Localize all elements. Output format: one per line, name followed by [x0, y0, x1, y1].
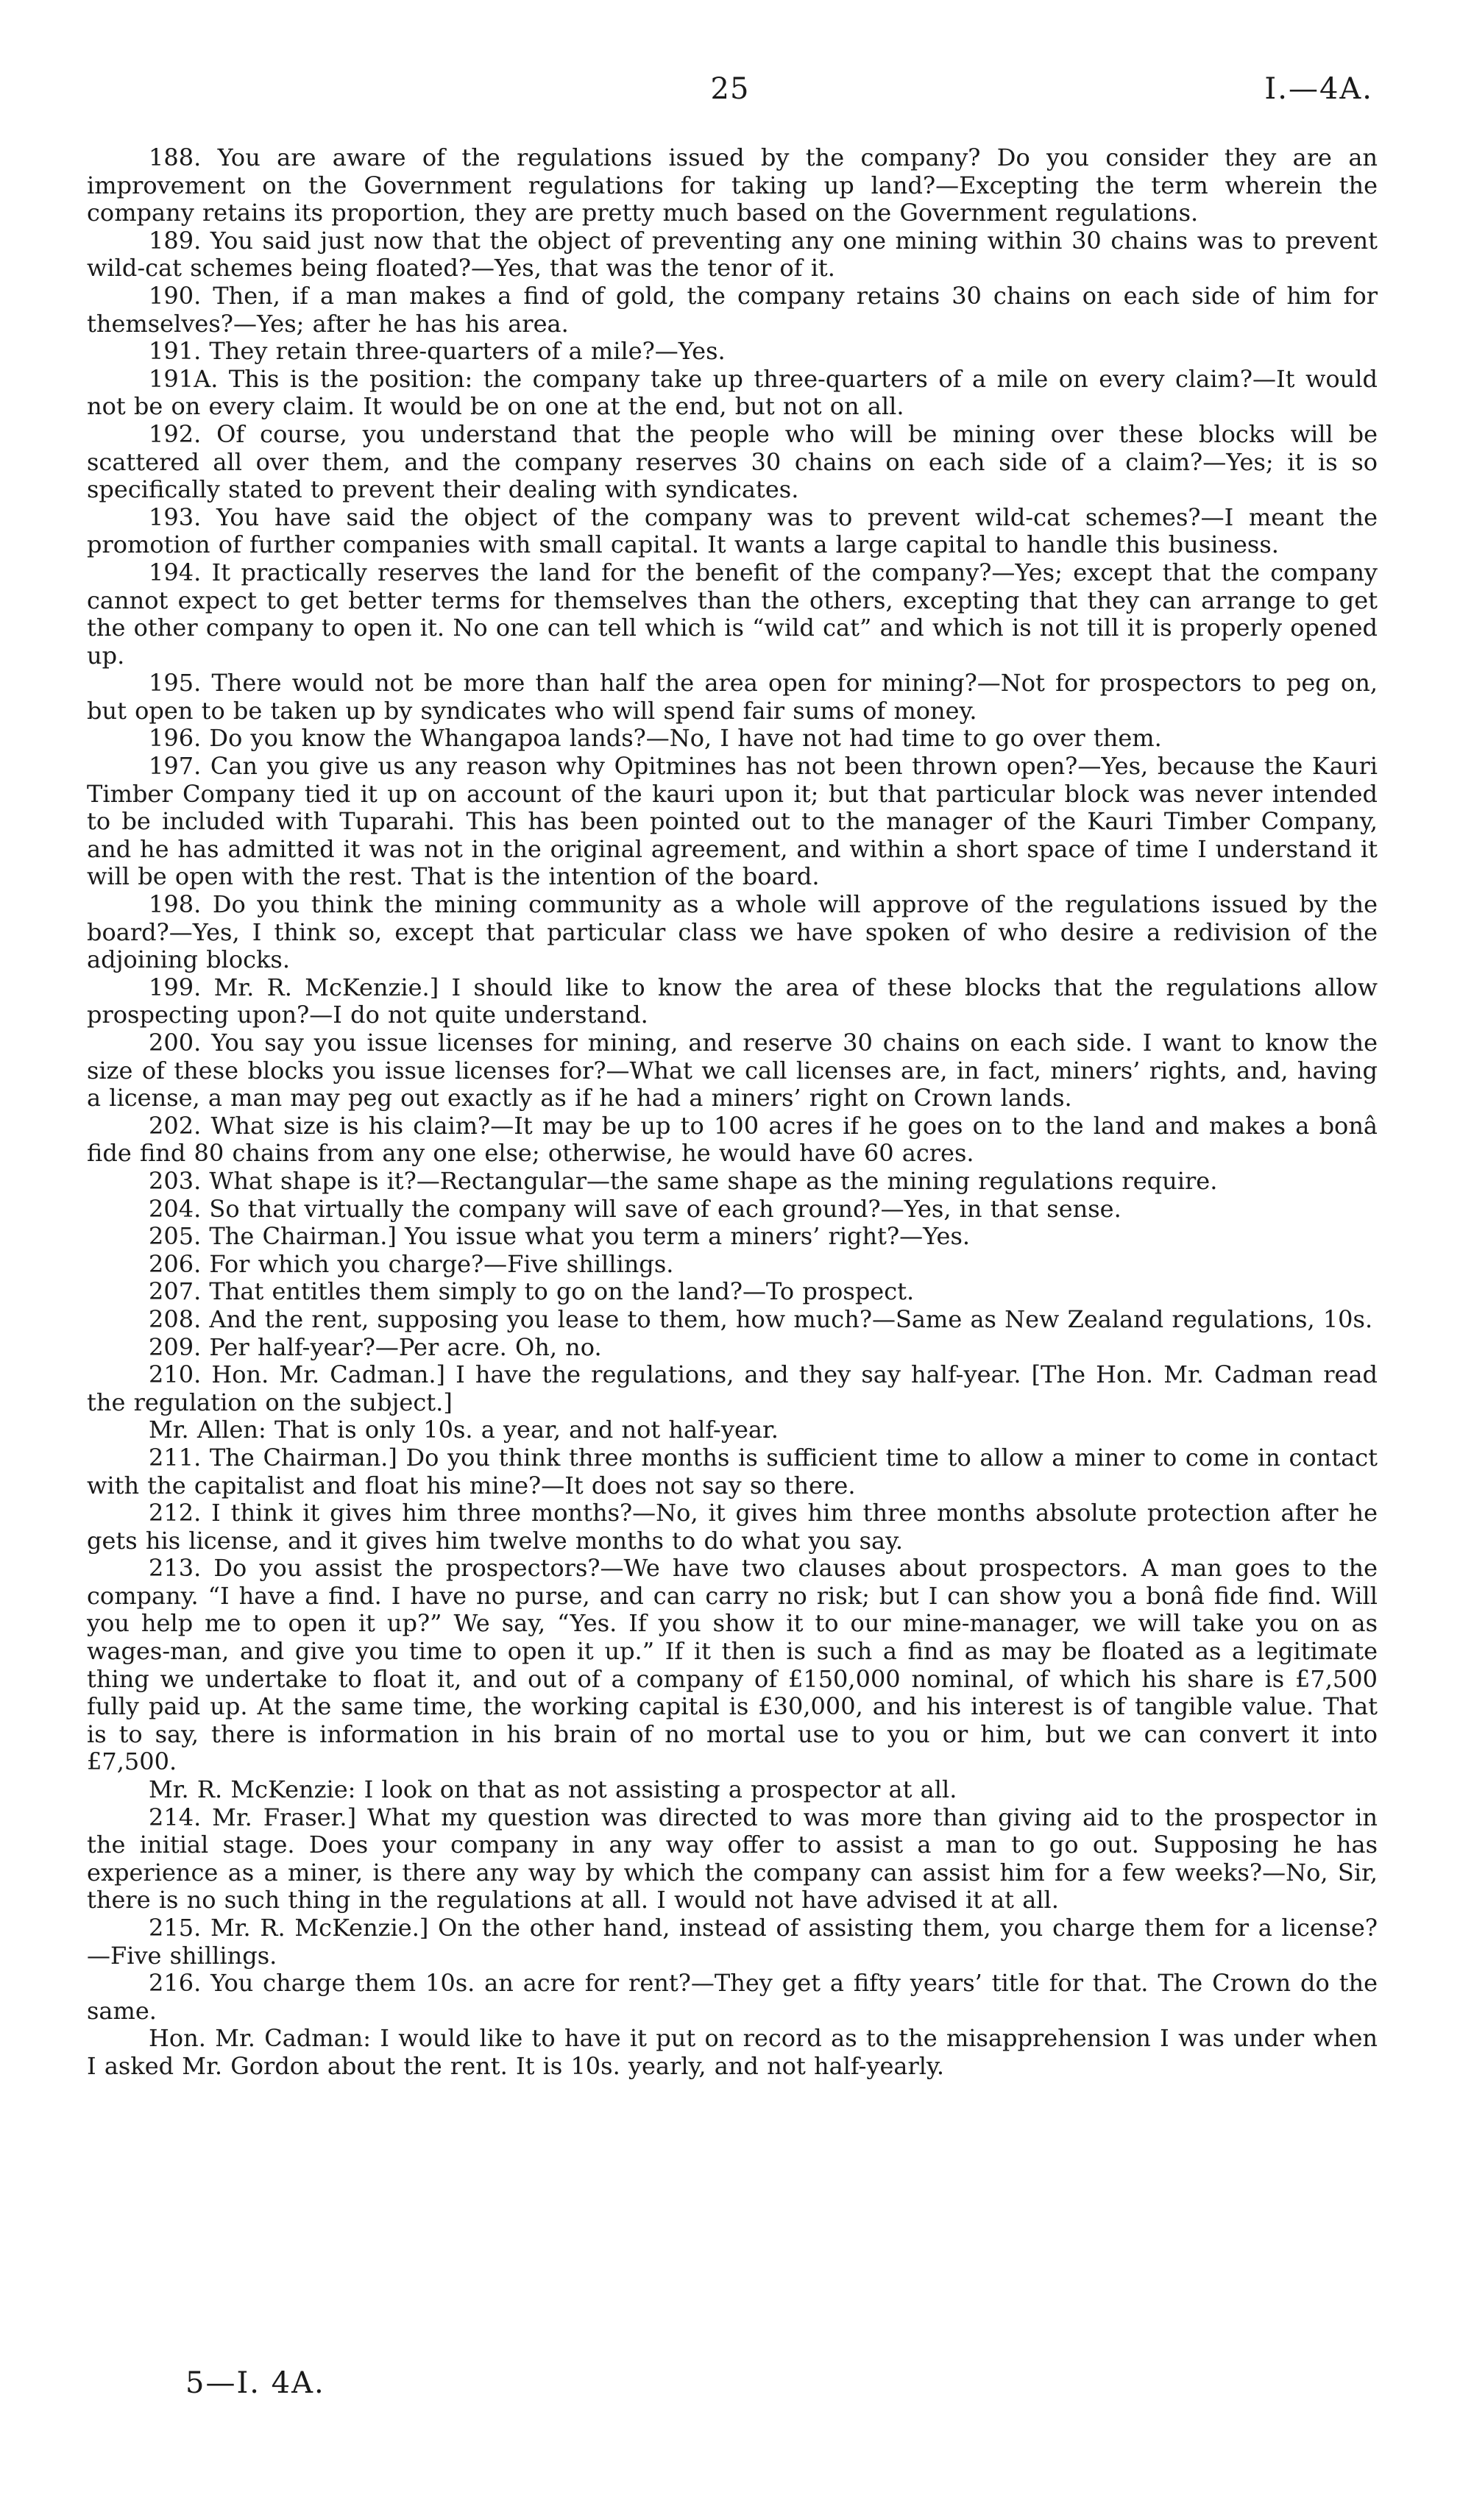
paragraph-cadman-remark: Hon. Mr. Cadman: I would like to have it put on record as to the misapprehension I was under when I asked Mr. Gordon about the rent. It is 10s. yearly, and not half-yearly. [87, 2024, 1378, 2080]
paragraph-202: 202. What size is his claim?—It may be up to 100 acres if he goes on to the land and makes a bonâ fide find 80 chains from any one else; otherwise, he would have 60 acres. [87, 1111, 1378, 1168]
paragraph-194: 194. It practically reserves the land for the benefit of the company?—Yes; except that the company cannot expect to get better terms for themselves than the others, excepting that they can arrange to get the other company to open it. No one can tell which is “wild cat” and which is not till it is properly opened up. [87, 558, 1378, 670]
paragraph-215: 215. Mr. R. McKenzie.] On the other hand, instead of assisting them, you charge them for a license?—Five shillings. [87, 1914, 1378, 1970]
paragraph-197: 197. Can you give us any reason why Opitmines has not been thrown open?—Yes, because the Kauri Timber Company tied it up on account of the kauri upon it; but that particular block was never intended to be included with Tuparahi. This has been pointed out to the manager of the Kauri Timber Company, and he has admitted it was not in the original agreement, and within a short space of time I understand it will be open with the rest. That is the intention of the board. [87, 752, 1378, 891]
paragraph-205: 205. The Chairman.] You issue what you term a miners’ right?—Yes. [149, 1222, 971, 1251]
paragraph-189: 189. You said just now that the object of preventing any one mining within 30 chains was to prevent wild-cat schemes being floated?—Yes, that was the tenor of it. [87, 226, 1378, 283]
paragraph-193: 193. You have said the object of the company was to prevent wild-cat schemes?—I meant the promotion of further companies with small capital. It wants a large capital to handle this business. [87, 503, 1378, 559]
paragraph-191a: 191A. This is the position: the company take up three-quarters of a mile on every claim?—It would not be on every claim. It would be on one at the end, but not on all. [87, 364, 1378, 421]
paragraph-199: 199. Mr. R. McKenzie.] I should like to know the area of these blocks that the regulations allow prospecting upon?—I do not quite understand. [87, 973, 1378, 1029]
paragraph-212: 212. I think it gives him three months?—No, it gives him three months absolute protection after he gets his license, and it gives him twelve months to do what you say. [87, 1499, 1378, 1555]
paragraph-204: 204. So that virtually the company will save of each ground?—Yes, in that sense. [149, 1194, 1121, 1223]
paragraph-198: 198. Do you think the mining community as a whole will approve of the regulations issued by the board?—Yes, I think so, except that particular class we have spoken of who desire a redivision of the adjoining blocks. [87, 890, 1378, 974]
paragraph-mckenzie-remark: Mr. R. McKenzie: I look on that as not assisting a prospector at all. [149, 1775, 957, 1804]
signature-mark: 5—I. 4A. [185, 2366, 325, 2400]
paragraph-191: 191. They retain three-quarters of a mile?—Yes. [149, 337, 726, 366]
paragraph-allen-remark: Mr. Allen: That is only 10s. a year, and not half-year. [149, 1416, 779, 1444]
paragraph-190: 190. Then, if a man makes a find of gold, the company retains 30 chains on each side of him for themselves?—Yes; after he has his area. [87, 281, 1378, 338]
paragraph-211: 211. The Chairman.] Do you think three months is sufficient time to allow a miner to come in contact with the capitalist and float his mine?—It does not say so there. [87, 1443, 1378, 1499]
paragraph-196: 196. Do you know the Whangapoa lands?—No, I have not had time to go over them. [149, 724, 1162, 753]
page-number: 25 [710, 72, 750, 106]
paragraph-203: 203. What shape is it?—Rectangular—the same shape as the mining regulations require. [149, 1166, 1218, 1195]
paragraph-188: 188. You are aware of the regulations issued by the company? Do you consider they are an improvement on the Government regulations for taking up land?—Excepting the term wherein the company retains its proportion, they are pretty much based on the Government regulations. [87, 143, 1378, 227]
paragraph-192: 192. Of course, you understand that the people who will be mining over these blocks will be scattered all over them, and the company reserves 30 chains on each side of a claim?—Yes; it is so specifically stated to prevent their dealing with syndicates. [87, 419, 1378, 504]
paragraph-214: 214. Mr. Fraser.] What my question was directed to was more than giving aid to the prospector in the initial stage. Does your company in any way offer to assist a man to go out. Supposing he has experience as a miner, is there any way by which the company can assist him for a few weeks?—No, Sir, there is no such thing in the regulations at all. I would not have advised it at all. [87, 1803, 1378, 1914]
paragraph-213: 213. Do you assist the prospectors?—We have two clauses about prospectors. A man goes to the company. “I have a find. I have no purse, and can carry no risk; but I can show you a bonâ fide find. Will you help me to open it up?” We say, “Yes. If you show it to our mine-manager, we will take you on as wages-man, and give you time to open it up.” If it then is such a find as may be floated as a legitimate thing we undertake to float it, and out of a company of £150,000 nominal, of which his share is £7,500 fully paid up. At the same time, the working capital is £30,000, and his interest is of tangible value. That is to say, there is information in his brain of no mortal use to you or him, but we can convert it into £7,500. [87, 1554, 1378, 1776]
paragraph-210: 210. Hon. Mr. Cadman.] I have the regulations, and they say half-year. [The Hon. Mr. Cadman read the regulation on the subject.] [87, 1360, 1378, 1416]
paragraph-216: 216. You charge them 10s. an acre for rent?—They get a fifty years’ title for that. The Crown do the same. [87, 1969, 1378, 2025]
paragraph-200: 200. You say you issue licenses for mining, and reserve 30 chains on each side. I want to know the size of these blocks you issue licenses for?—What we call licenses are, in fact, miners’ rights, and, having a license, a man may peg out exactly as if he had a miners’ right on Crown lands. [87, 1029, 1378, 1112]
paper-reference: I.—4A. [1264, 72, 1373, 106]
paragraph-206: 206. For which you charge?—Five shillings. [149, 1249, 674, 1278]
paragraph-207: 207. That entitles them simply to go on the land?—To prospect. [149, 1277, 915, 1306]
paragraph-208: 208. And the rent, supposing you lease to them, how much?—Same as New Zealand regulations, 10s. [149, 1305, 1373, 1333]
body-text [87, 144, 1378, 2081]
paragraph-209: 209. Per half-year?—Per acre. Oh, no. [149, 1332, 602, 1361]
paragraph-195: 195. There would not be more than half the area open for mining?—Not for prospectors to peg on, but open to be taken up by syndicates who will spend fair sums of money. [87, 669, 1378, 725]
